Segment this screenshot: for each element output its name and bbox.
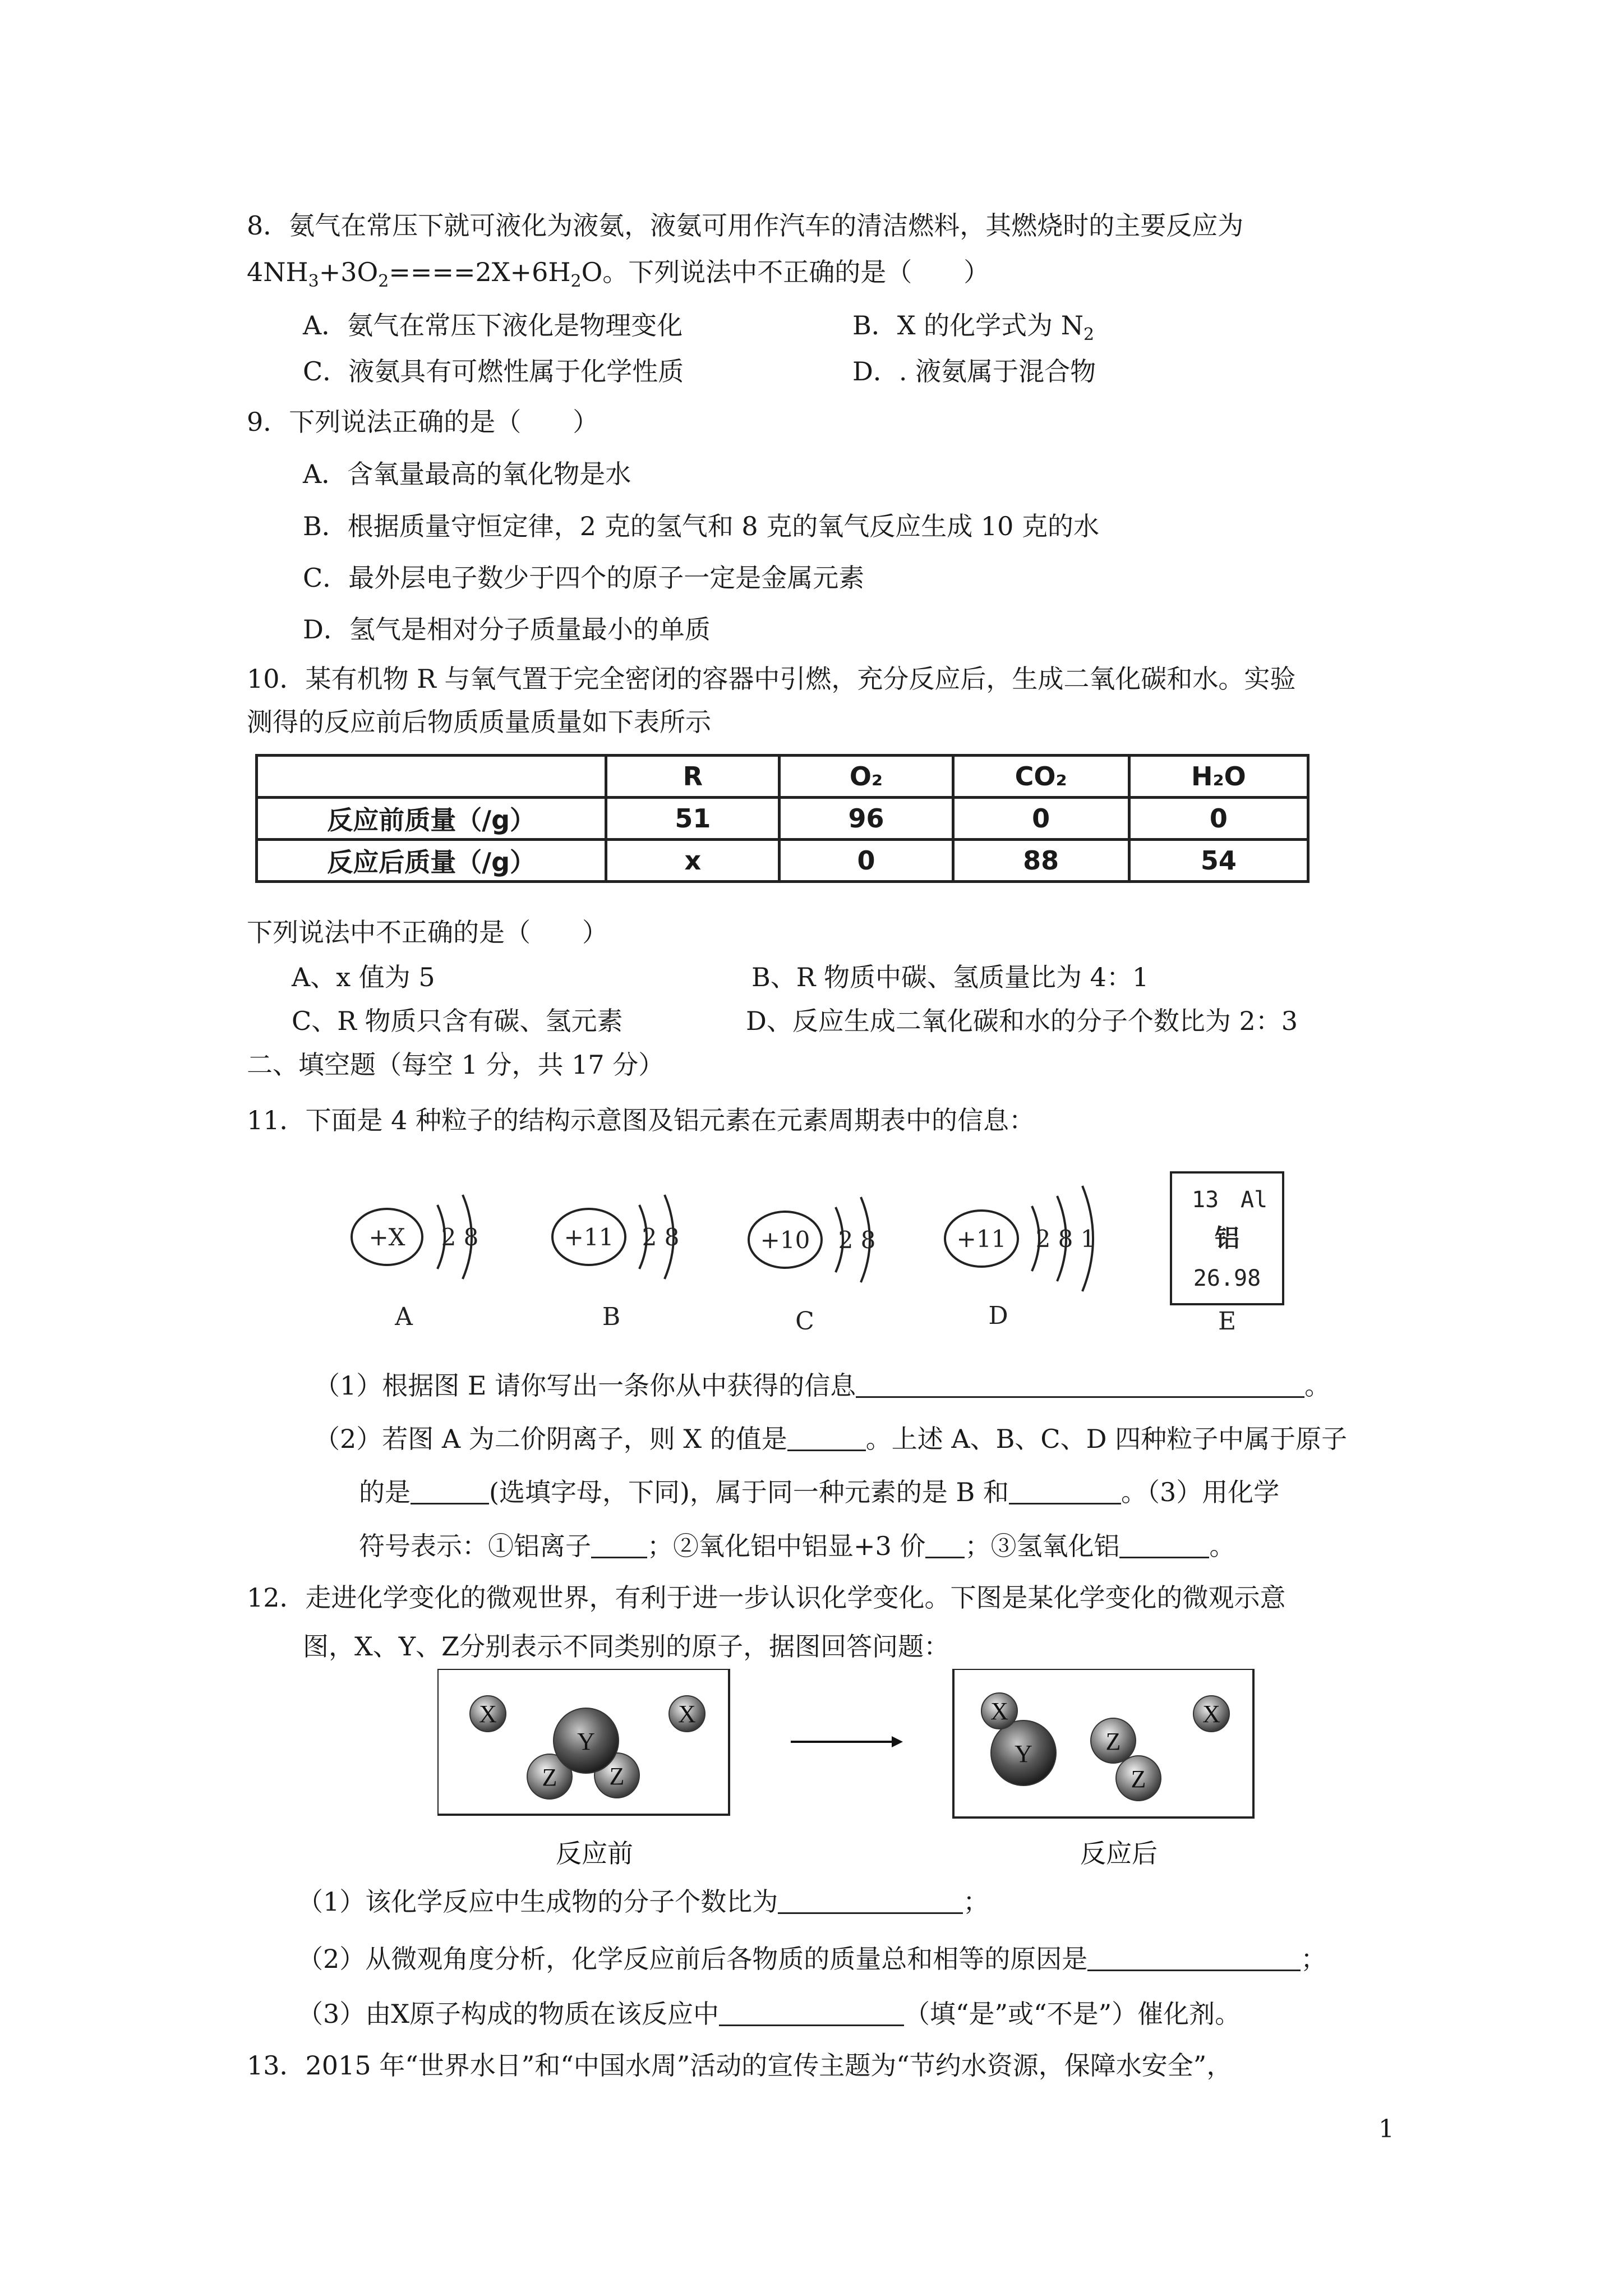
q10-line2: 测得的反应前后物质质量质量如下表所示	[247, 707, 711, 737]
answer-blank[interactable]	[1119, 1532, 1209, 1558]
shell-electrons: 2 8 1	[1035, 1225, 1096, 1253]
table-header-row	[257, 756, 1308, 798]
table-header-cell: R	[606, 756, 780, 798]
table-cell: x	[606, 840, 780, 882]
q8-option-b: B．X 的化学式为 $N_2$	[852, 310, 1095, 344]
q9-option-b: B．根据质量守恒定律，2 克的氢气和 8 克的氧气反应生成 10 克的水	[303, 511, 1099, 541]
svg-text:Z: Z	[1131, 1765, 1146, 1793]
nucleus-label: +11	[956, 1225, 1007, 1253]
element-card-e	[1171, 1172, 1283, 1336]
q12-line2: 图，X、Y、Z分别表示不同类别的原子，据图回答问题：	[303, 1631, 950, 1662]
particle-d	[945, 1186, 1095, 1330]
table-cell: 0	[1129, 798, 1308, 840]
q11-stem: 11．下面是 4 种粒子的结构示意图及铝元素在元素周期表中的信息：	[247, 1105, 1035, 1135]
svg-text:X: X	[479, 1700, 497, 1728]
q12-line1: 12．走进化学变化的微观世界，有利于进一步认识化学变化。下图是某化学变化的微观示意	[247, 1582, 1286, 1613]
q12-sub2: （2）从微观角度分析，化学反应前后各物质的质量总和相等的原因是 ；	[297, 1944, 1327, 1974]
atom-z	[1116, 1756, 1161, 1801]
table-row	[257, 798, 1308, 840]
table-cell: 88	[953, 840, 1129, 882]
q8-line1: 8．氨气在常压下就可液化为液氨，液氨可用作汽车的清洁燃料，其燃烧时的主要反应为	[247, 210, 1244, 241]
page-number: 1	[1378, 2115, 1394, 2143]
before-label: 反应前	[556, 1838, 633, 1869]
answer-blank[interactable]	[856, 1372, 1304, 1398]
answer-blank[interactable]	[1087, 1945, 1301, 1971]
answer-blank[interactable]	[591, 1532, 647, 1558]
atomic-number: 13	[1192, 1187, 1219, 1213]
mass-table	[255, 754, 1310, 883]
q11-sub1: （1）根据图 E 请你写出一条你从中获得的信息 。	[314, 1370, 1331, 1401]
particle-label: E	[1218, 1307, 1237, 1336]
q10-question: 下列说法中不正确的是（ ）	[247, 917, 608, 947]
q9-option-a: A．含氧量最高的氧化物是水	[303, 459, 631, 489]
particle-label: A	[395, 1303, 413, 1331]
q8-option-a: A．氨气在常压下液化是物理变化	[303, 310, 683, 341]
element-name: 铝	[1215, 1224, 1239, 1253]
q10-line1: 10．某有机物 R 与氧气置于完全密闭的容器中引燃，充分反应后，生成二氧化碳和水。实验	[247, 664, 1296, 694]
atom-x	[470, 1696, 506, 1732]
section-heading: 二、填空题（每空 1 分，共 17 分）	[247, 1050, 665, 1080]
q11-sub3: 符号表示：①铝离子 ；②氧化铝中铝显+3 价 ；③氢氧化铝 。	[359, 1531, 1235, 1561]
table-row	[257, 840, 1308, 882]
nucleus-label: +X	[368, 1223, 405, 1251]
atom-y	[991, 1720, 1056, 1786]
answer-blank[interactable]	[925, 1532, 965, 1558]
q8-option-d: D．. 液氨属于混合物	[852, 356, 1096, 386]
particle-label: C	[795, 1307, 814, 1336]
answer-blank[interactable]	[719, 2000, 904, 2026]
atomic-mass: 26.98	[1193, 1266, 1261, 1291]
svg-text:Y: Y	[1015, 1740, 1032, 1768]
q11-sub2: （2）若图 A 为二价阴离子，则 X 的值是 。上述 A、B、C、D 四种粒子中属于原子	[314, 1424, 1348, 1454]
svg-text:Z: Z	[1105, 1728, 1121, 1755]
q9-option-d: D．氢气是相对分子质量最小的单质	[303, 614, 711, 645]
atom-z	[1091, 1718, 1136, 1763]
nucleus-label: +11	[564, 1223, 614, 1251]
table-header-cell: H₂O	[1129, 756, 1308, 798]
svg-text:Y: Y	[577, 1728, 595, 1755]
answer-blank[interactable]	[787, 1425, 866, 1451]
svg-text:X: X	[990, 1697, 1008, 1725]
particle-label: D	[988, 1301, 1008, 1330]
element-symbol: Al	[1241, 1187, 1268, 1213]
q9-option-c: C．最外层电子数少于四个的原子一定是金属元素	[303, 563, 865, 593]
q8-option-c: C．液氨具有可燃性属于化学性质	[303, 356, 684, 386]
table-cell: 反应前质量（/g）	[257, 798, 606, 840]
q10-option-a: A、x 值为 5	[292, 962, 435, 992]
atom-x	[1193, 1696, 1229, 1732]
reaction-diagram	[437, 1669, 1267, 1876]
shell-electrons: 2 8	[838, 1226, 876, 1254]
particle-a	[352, 1195, 478, 1331]
svg-text:X: X	[1202, 1700, 1220, 1728]
q13-line1: 13．2015 年“世界水日”和“中国水周”活动的宣传主题为“节约水资源，保障水安全”，	[247, 2050, 1233, 2081]
table-cell: 反应后质量（/g）	[257, 840, 606, 882]
q11-sub2-cont: 的是 (选填字母，下同)，属于同一种元素的是 B 和 。（3）用化学	[359, 1477, 1280, 1507]
answer-blank[interactable]	[411, 1478, 489, 1504]
table-cell: 51	[606, 798, 780, 840]
particle-label: B	[602, 1303, 621, 1331]
atom-x	[981, 1693, 1017, 1729]
q10-option-b: B、R 物质中碳、氢质量比为 4：1	[751, 962, 1149, 992]
atom-y	[554, 1708, 619, 1773]
q12-sub1: （1）该化学反应中生成物的分子个数比为 ；	[297, 1887, 989, 1917]
table-cell: 0	[953, 798, 1129, 840]
svg-text:Z: Z	[609, 1763, 625, 1790]
q10-option-c: C、R 物质只含有碳、氢元素	[292, 1006, 623, 1036]
q9-stem: 9．下列说法正确的是（ ）	[247, 407, 599, 437]
reaction-arrow	[791, 1736, 903, 1747]
svg-text:Z: Z	[542, 1764, 557, 1791]
particle-b	[552, 1195, 679, 1331]
table-header-cell: CO₂	[953, 756, 1129, 798]
q10-option-d: D、反应生成二氧化碳和水的分子个数比为 2：3	[746, 1006, 1298, 1036]
table-header-cell	[257, 756, 606, 798]
table-cell: 0	[780, 840, 953, 882]
shell-electrons: 2 8	[642, 1223, 680, 1251]
after-label: 反应后	[1080, 1838, 1158, 1869]
q8-equation: $4NH_3+3O_2====2X+6H_2O$。下列说法中不正确的是（ ）	[247, 257, 990, 291]
shell-electrons: 2 8	[441, 1223, 479, 1251]
q12-sub3: （3）由X原子构成的物质在该反应中 （填“是”或“不是”）催化剂。	[297, 1999, 1241, 2029]
particle-c	[749, 1197, 875, 1336]
atom-x	[669, 1696, 705, 1732]
table-header-cell: O₂	[780, 756, 953, 798]
svg-text:X: X	[678, 1700, 696, 1728]
table-cell: 96	[780, 798, 953, 840]
table-cell: 54	[1129, 840, 1308, 882]
answer-blank[interactable]	[778, 1888, 963, 1914]
answer-blank[interactable]	[1009, 1478, 1121, 1504]
nucleus-label: +10	[760, 1226, 810, 1254]
particle-diagrams	[336, 1161, 1318, 1346]
